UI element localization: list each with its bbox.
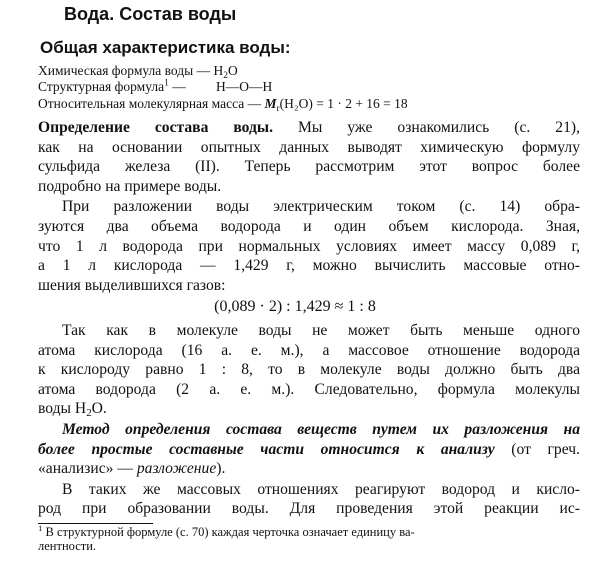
p2-line-2: зуются два объема водорода и один объем кислорода. Зная, bbox=[38, 218, 580, 235]
formula-label: Химическая формула воды — bbox=[38, 63, 211, 78]
mass-ratio-equation: (0,089 · 2) : 1,429 ≈ 1 : 8 bbox=[214, 298, 376, 316]
p2-line-4: а 1 л кислорода — 1,429 г, можно вычислить массовые отно- bbox=[38, 257, 580, 275]
p5-line-2: род при образовании воды. Для проведения этой реакции ис- bbox=[38, 500, 580, 518]
struct-label: Структурная формула bbox=[38, 79, 165, 94]
footnote-ref: 1 bbox=[164, 78, 169, 89]
struct-value: H—O—H bbox=[216, 79, 273, 94]
p1-line-4: подробно на примере воды. bbox=[38, 177, 222, 195]
molecular-mass-line: Относительная молекулярная масса — $M_r(H_2O) = 1 \cdot 2 + 16 = 18$ bbox=[38, 96, 408, 114]
p5-line-1: В таких же массовых отношениях реагируют водород и кисло- bbox=[62, 480, 580, 498]
struct-dash: — bbox=[172, 79, 186, 94]
p1-line-1: Определение состава воды. Мы уже ознакомились (с. 21), bbox=[38, 119, 580, 136]
analysis-definition: более простые составные части относится к анализу bbox=[38, 440, 495, 458]
footnote-line-2: лентности. bbox=[38, 539, 97, 553]
p1-bold-heading: Определение состава воды. bbox=[38, 119, 273, 136]
section-heading: Общая характеристика воды: bbox=[40, 38, 291, 57]
p4-line-1: Метод определения состава веществ путем их разложения на bbox=[62, 421, 580, 438]
formula-value: $H_2O$ bbox=[213, 63, 238, 81]
footnote-mark: 1 bbox=[38, 522, 43, 533]
footnote-rule bbox=[38, 523, 153, 524]
p4-line-2: более простые составные части относится к анализу (от греч. bbox=[38, 440, 580, 458]
p3-line-5: воды $H_2O$. bbox=[38, 400, 107, 419]
p2-line-3: что 1 л водорода при нормальных условиях имеет массу 0,089 г, bbox=[38, 237, 580, 255]
p3-line-4: атома водорода (2 а. е. м.). Следовательно, формула молекулы bbox=[38, 380, 580, 398]
p3-line-3: к кислороду равно 1 : 8, то в молекуле воды должно быть два bbox=[38, 361, 580, 379]
p3-line-1: Так как в молекуле воды не может быть меньше одного bbox=[62, 322, 580, 339]
p1-line-2: как на основании опытных данных выводят химическую формулу bbox=[38, 138, 580, 156]
p4-line-3: «анализис» — разложение). bbox=[38, 460, 226, 478]
page-title: Вода. Состав воды bbox=[64, 4, 237, 24]
structural-formula-line bbox=[38, 79, 338, 95]
p1-line-3: сульфида железа (II). Теперь рассмотрим этот вопрос более bbox=[38, 158, 580, 176]
p2-line-5: шения выделившихся газов: bbox=[38, 276, 226, 294]
mass-value: (H₂O) = 1 · 2 + 16 = 18 bbox=[279, 96, 408, 111]
p3-line-2: атома кислорода (16 а. е. м.), а массовое отношение водорода bbox=[38, 341, 580, 359]
p2-line-1: При разложении воды электрическим током (с. 14) обра- bbox=[62, 198, 580, 216]
footnote-line-1: $^1$ В структурной формуле (с. 70) каждая черточка означает единицу ва- bbox=[38, 522, 415, 539]
mass-label: Относительная молекулярная масса — bbox=[38, 96, 262, 111]
chemical-formula-line bbox=[38, 63, 238, 79]
